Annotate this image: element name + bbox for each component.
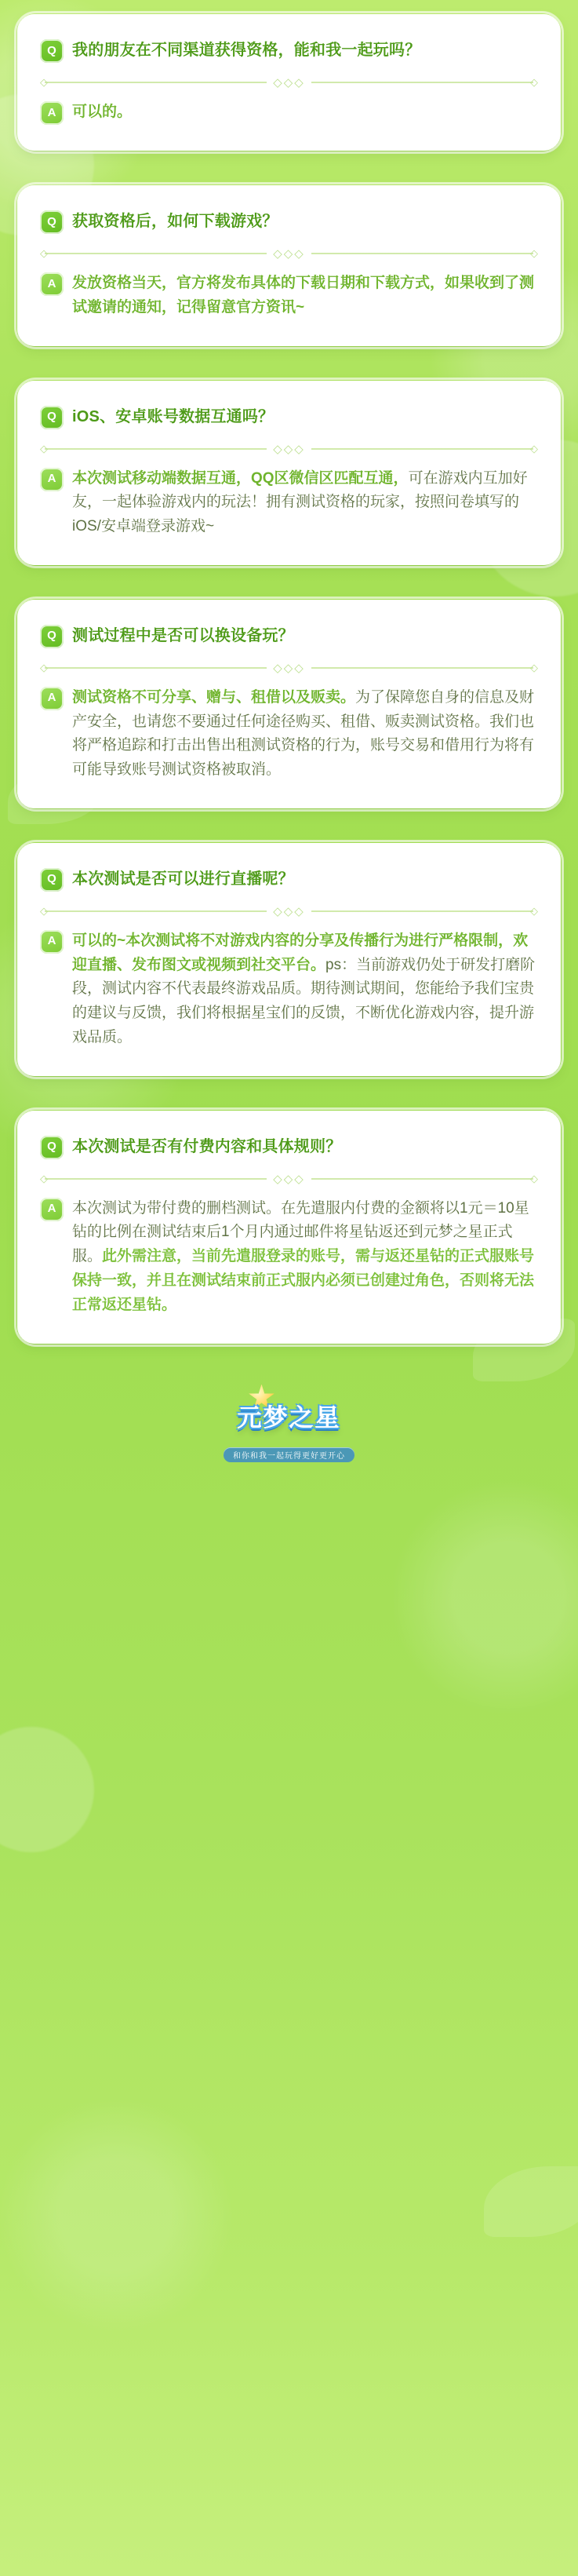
answer-segment: 可以的~本次测试将不对游戏内容的分享及传播行为进行严格限制，欢迎直播、发布图文或视频到社交平台。 bbox=[72, 932, 529, 973]
answer-segment: 为了保障您自身的信息及财产安全，也请您不要通过任何途径购买、租借、贩卖测试资格。我们也将严格追踪和打击出售出租测试资格的行为，账号交易和借用行为将有可能导致账号测试资格被取消。 bbox=[72, 688, 535, 779]
answer-segment: 可在游戏内互加好友，一起体验游戏内的玩法！拥有测试资格的玩家，按照问卷填写的iOS/安卓端登录游戏~ bbox=[72, 469, 528, 535]
answer-segment: 发放资格当天，官方将发布具体的下载日期和下载方式，如果收到了测试邀请的通知，记得留意官方资讯~ bbox=[72, 275, 535, 316]
logo-graphic bbox=[215, 1386, 364, 1443]
question-badge-label: Q bbox=[47, 1140, 56, 1154]
answer-row bbox=[40, 684, 538, 783]
answer-row bbox=[40, 99, 538, 125]
divider-end-left: ◇ bbox=[40, 1172, 48, 1184]
answer-badge-label: A bbox=[47, 1202, 56, 1216]
card-divider bbox=[40, 658, 538, 678]
question-row bbox=[40, 866, 538, 892]
answer-text bbox=[72, 1195, 538, 1318]
logo-subtitle: 和你和我一起玩得更好更开心 bbox=[224, 1447, 354, 1462]
answer-row bbox=[40, 270, 538, 320]
question-badge-label: Q bbox=[47, 872, 56, 886]
question-badge bbox=[40, 406, 64, 429]
divider-end-right: ◇ bbox=[530, 1172, 538, 1184]
question-badge-label: Q bbox=[47, 629, 56, 643]
card-divider bbox=[40, 72, 538, 93]
answer-segment: ps：当前游戏仍处于研发打磨阶段，测试内容不代表最终游戏品质。期待测试期间，您能给予我们宝贵的建议与反馈，我们将根据星宝们的反馈，不断优化游戏内容，提升游戏品质。 bbox=[72, 956, 536, 1045]
divider-end-right: ◇ bbox=[530, 247, 538, 259]
question-badge bbox=[40, 1136, 64, 1159]
divider-end-right: ◇ bbox=[530, 442, 538, 454]
divider-mark: ◇◇◇ bbox=[267, 246, 311, 261]
question-row bbox=[40, 622, 538, 648]
faq-card bbox=[17, 381, 561, 565]
answer-text bbox=[72, 465, 538, 539]
question-badge-label: Q bbox=[47, 410, 56, 424]
answer-segment: 本次测试移动端数据互通，QQ区微信区匹配互通， bbox=[72, 469, 409, 487]
question-text: 我的朋友在不同渠道获得资格，能和我一起玩吗？ bbox=[72, 42, 421, 59]
answer-segment: 可以的。 bbox=[72, 104, 133, 120]
question-badge-label: Q bbox=[47, 214, 56, 228]
answer-text bbox=[72, 270, 538, 320]
answer-badge bbox=[40, 272, 64, 296]
question-text: 获取资格后，如何下载游戏？ bbox=[72, 213, 278, 230]
bg-leaf bbox=[484, 2166, 578, 2237]
question-badge bbox=[40, 39, 64, 63]
answer-badge-label: A bbox=[47, 691, 56, 705]
answer-badge bbox=[40, 1198, 64, 1221]
answer-badge-label: A bbox=[47, 276, 56, 290]
answer-segment: 测试资格不可分享、赠与、租借以及贩卖。 bbox=[72, 688, 356, 706]
card-divider bbox=[40, 439, 538, 459]
answer-row bbox=[40, 465, 538, 539]
question-badge bbox=[40, 868, 64, 892]
question-text: 本次测试是否有付费内容和具体规则？ bbox=[72, 1137, 342, 1155]
faq-card bbox=[17, 843, 561, 1076]
question-badge bbox=[40, 210, 64, 234]
divider-mark: ◇◇◇ bbox=[267, 1172, 311, 1186]
divider-end-left: ◇ bbox=[40, 247, 48, 259]
divider-end-left: ◇ bbox=[40, 904, 48, 917]
question-row bbox=[40, 37, 538, 63]
divider-end-right: ◇ bbox=[530, 76, 538, 88]
divider-mark: ◇◇◇ bbox=[267, 75, 311, 89]
question-badge-label: Q bbox=[47, 43, 56, 57]
answer-badge bbox=[40, 468, 64, 491]
answer-row bbox=[40, 928, 538, 1050]
card-divider bbox=[40, 243, 538, 264]
divider-end-right: ◇ bbox=[530, 904, 538, 917]
answer-segment: 本次测试为带付费的删档测试。在先遣服内付费的金额将以1元＝10星钻的比例在测试结束后1个月内通过邮件将星钻返还到元梦之星正式服。 bbox=[72, 1199, 529, 1265]
divider-end-left: ◇ bbox=[40, 442, 48, 454]
answer-text bbox=[72, 99, 132, 125]
divider-end-left: ◇ bbox=[40, 661, 48, 673]
divider-mark: ◇◇◇ bbox=[267, 442, 311, 456]
question-text: 测试过程中是否可以换设备玩？ bbox=[72, 626, 294, 644]
answer-badge-label: A bbox=[47, 472, 56, 486]
divider-end-left: ◇ bbox=[40, 76, 48, 88]
answer-segment: 此外需注意，当前先遣服登录的账号，需与返还星钻的正式服账号保持一致，并且在测试结束前正式服内必须已创建过角色，否则将无法正常返还星钻。 bbox=[72, 1248, 535, 1313]
question-row bbox=[40, 403, 538, 429]
answer-text bbox=[72, 928, 538, 1050]
divider-end-right: ◇ bbox=[530, 661, 538, 673]
answer-badge-label: A bbox=[47, 105, 56, 119]
bg-blob bbox=[0, 1727, 94, 1852]
faq-card bbox=[17, 600, 561, 808]
footer-logo bbox=[17, 1378, 561, 1476]
logo-title: 元梦之星 bbox=[237, 1404, 341, 1432]
faq-card bbox=[17, 14, 561, 151]
question-badge bbox=[40, 625, 64, 648]
answer-badge-label: A bbox=[47, 934, 56, 948]
faq-card bbox=[17, 185, 561, 346]
question-text: 本次测试是否可以进行直播呢？ bbox=[72, 870, 294, 888]
answer-text bbox=[72, 684, 538, 783]
answer-badge bbox=[40, 930, 64, 954]
divider-mark: ◇◇◇ bbox=[267, 661, 311, 675]
faq-card bbox=[17, 1111, 561, 1344]
question-row bbox=[40, 1133, 538, 1159]
answer-row bbox=[40, 1195, 538, 1318]
divider-mark: ◇◇◇ bbox=[267, 904, 311, 918]
card-divider bbox=[40, 901, 538, 921]
question-text: iOS、安卓账号数据互通吗？ bbox=[72, 407, 274, 425]
answer-badge bbox=[40, 687, 64, 710]
question-row bbox=[40, 208, 538, 234]
card-divider bbox=[40, 1169, 538, 1189]
answer-badge bbox=[40, 101, 64, 125]
